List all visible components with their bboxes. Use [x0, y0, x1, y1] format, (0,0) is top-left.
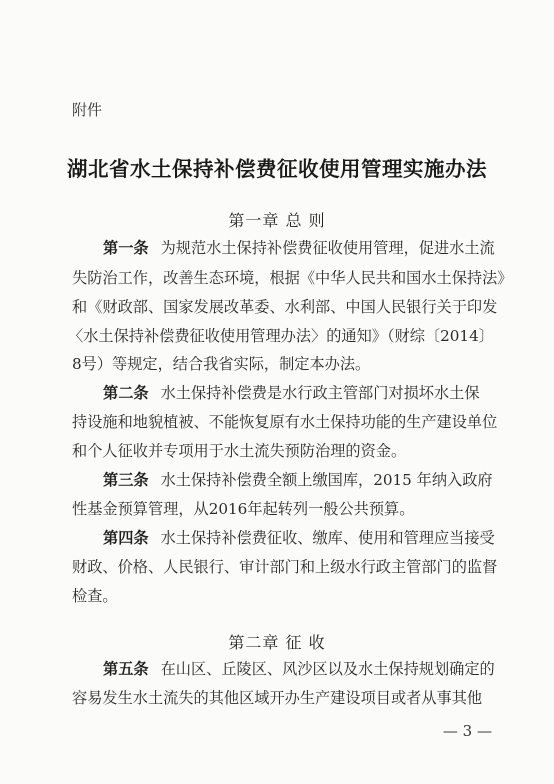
article-4-line-3: 检查。 — [72, 587, 118, 605]
article-3-line-1 — [103, 473, 493, 488]
article-2-text-1: 水土保持补偿费是水行政主管部门对损坏水土保 — [160, 384, 480, 402]
article-1-text-1: 为规范水土保持补偿费征收使用管理，促进水土流 — [160, 239, 495, 257]
article-3-label: 第三条 — [103, 471, 149, 489]
article-3-text-1: 水土保持补偿费全额上缴国库，2015 年纳入政府 — [160, 471, 493, 489]
article-4-label: 第四条 — [103, 529, 149, 547]
article-2-line-2: 持设施和地貌植被、不能恢复原有水土保持功能的生产建设单位 — [72, 413, 498, 431]
article-2-line-3: 和个人征收并专项用于水土流失预防治理的资金。 — [72, 442, 407, 460]
article-1-line-4: 〈水土保持补偿费征收使用管理办法〉的通知》（财综〔2014〕 — [68, 327, 494, 345]
chapter-1-heading: 第一章 总 则 — [228, 211, 326, 230]
article-2-label: 第二条 — [103, 384, 149, 402]
chapter-2-heading: 第二章 征 收 — [228, 633, 326, 652]
article-1-line-3: 和《财政部、国家发展改革委、水利部、中国人民银行关于印发 — [72, 298, 498, 316]
article-1-label: 第一条 — [103, 239, 149, 257]
article-5-label: 第五条 — [103, 660, 149, 678]
article-1-line-2: 失防治工作，改善生态环境，根据《中华人民共和国水土保持法》 — [72, 269, 513, 287]
article-5-line-2: 容易发生水土流失的其他区域开办生产建设项目或者从事其他 — [72, 689, 483, 707]
article-4-line-2: 财政、价格、人民银行、审计部门和上级水行政主管部门的监督 — [72, 558, 498, 576]
article-2-line-1 — [103, 386, 480, 401]
article-3-line-2: 性基金预算管理，从2016年起转列一般公共预算。 — [72, 500, 415, 518]
page-number: — 3 — — [442, 722, 492, 740]
article-4-line-1 — [103, 531, 495, 546]
article-5-text-1: 在山区、丘陵区、风沙区以及水土保持规划确定的 — [160, 660, 495, 678]
article-1-line-5: 8号）等规定，结合我省实际，制定本办法。 — [72, 355, 371, 373]
article-5-line-1 — [103, 662, 495, 677]
article-4-text-1: 水土保持补偿费征收、缴库、使用和管理应当接受 — [160, 529, 495, 547]
attachment-label: 附件 — [72, 101, 103, 119]
document-title: 湖北省水土保持补偿费征收使用管理实施办法 — [67, 157, 487, 181]
article-1-line-1 — [103, 241, 495, 256]
